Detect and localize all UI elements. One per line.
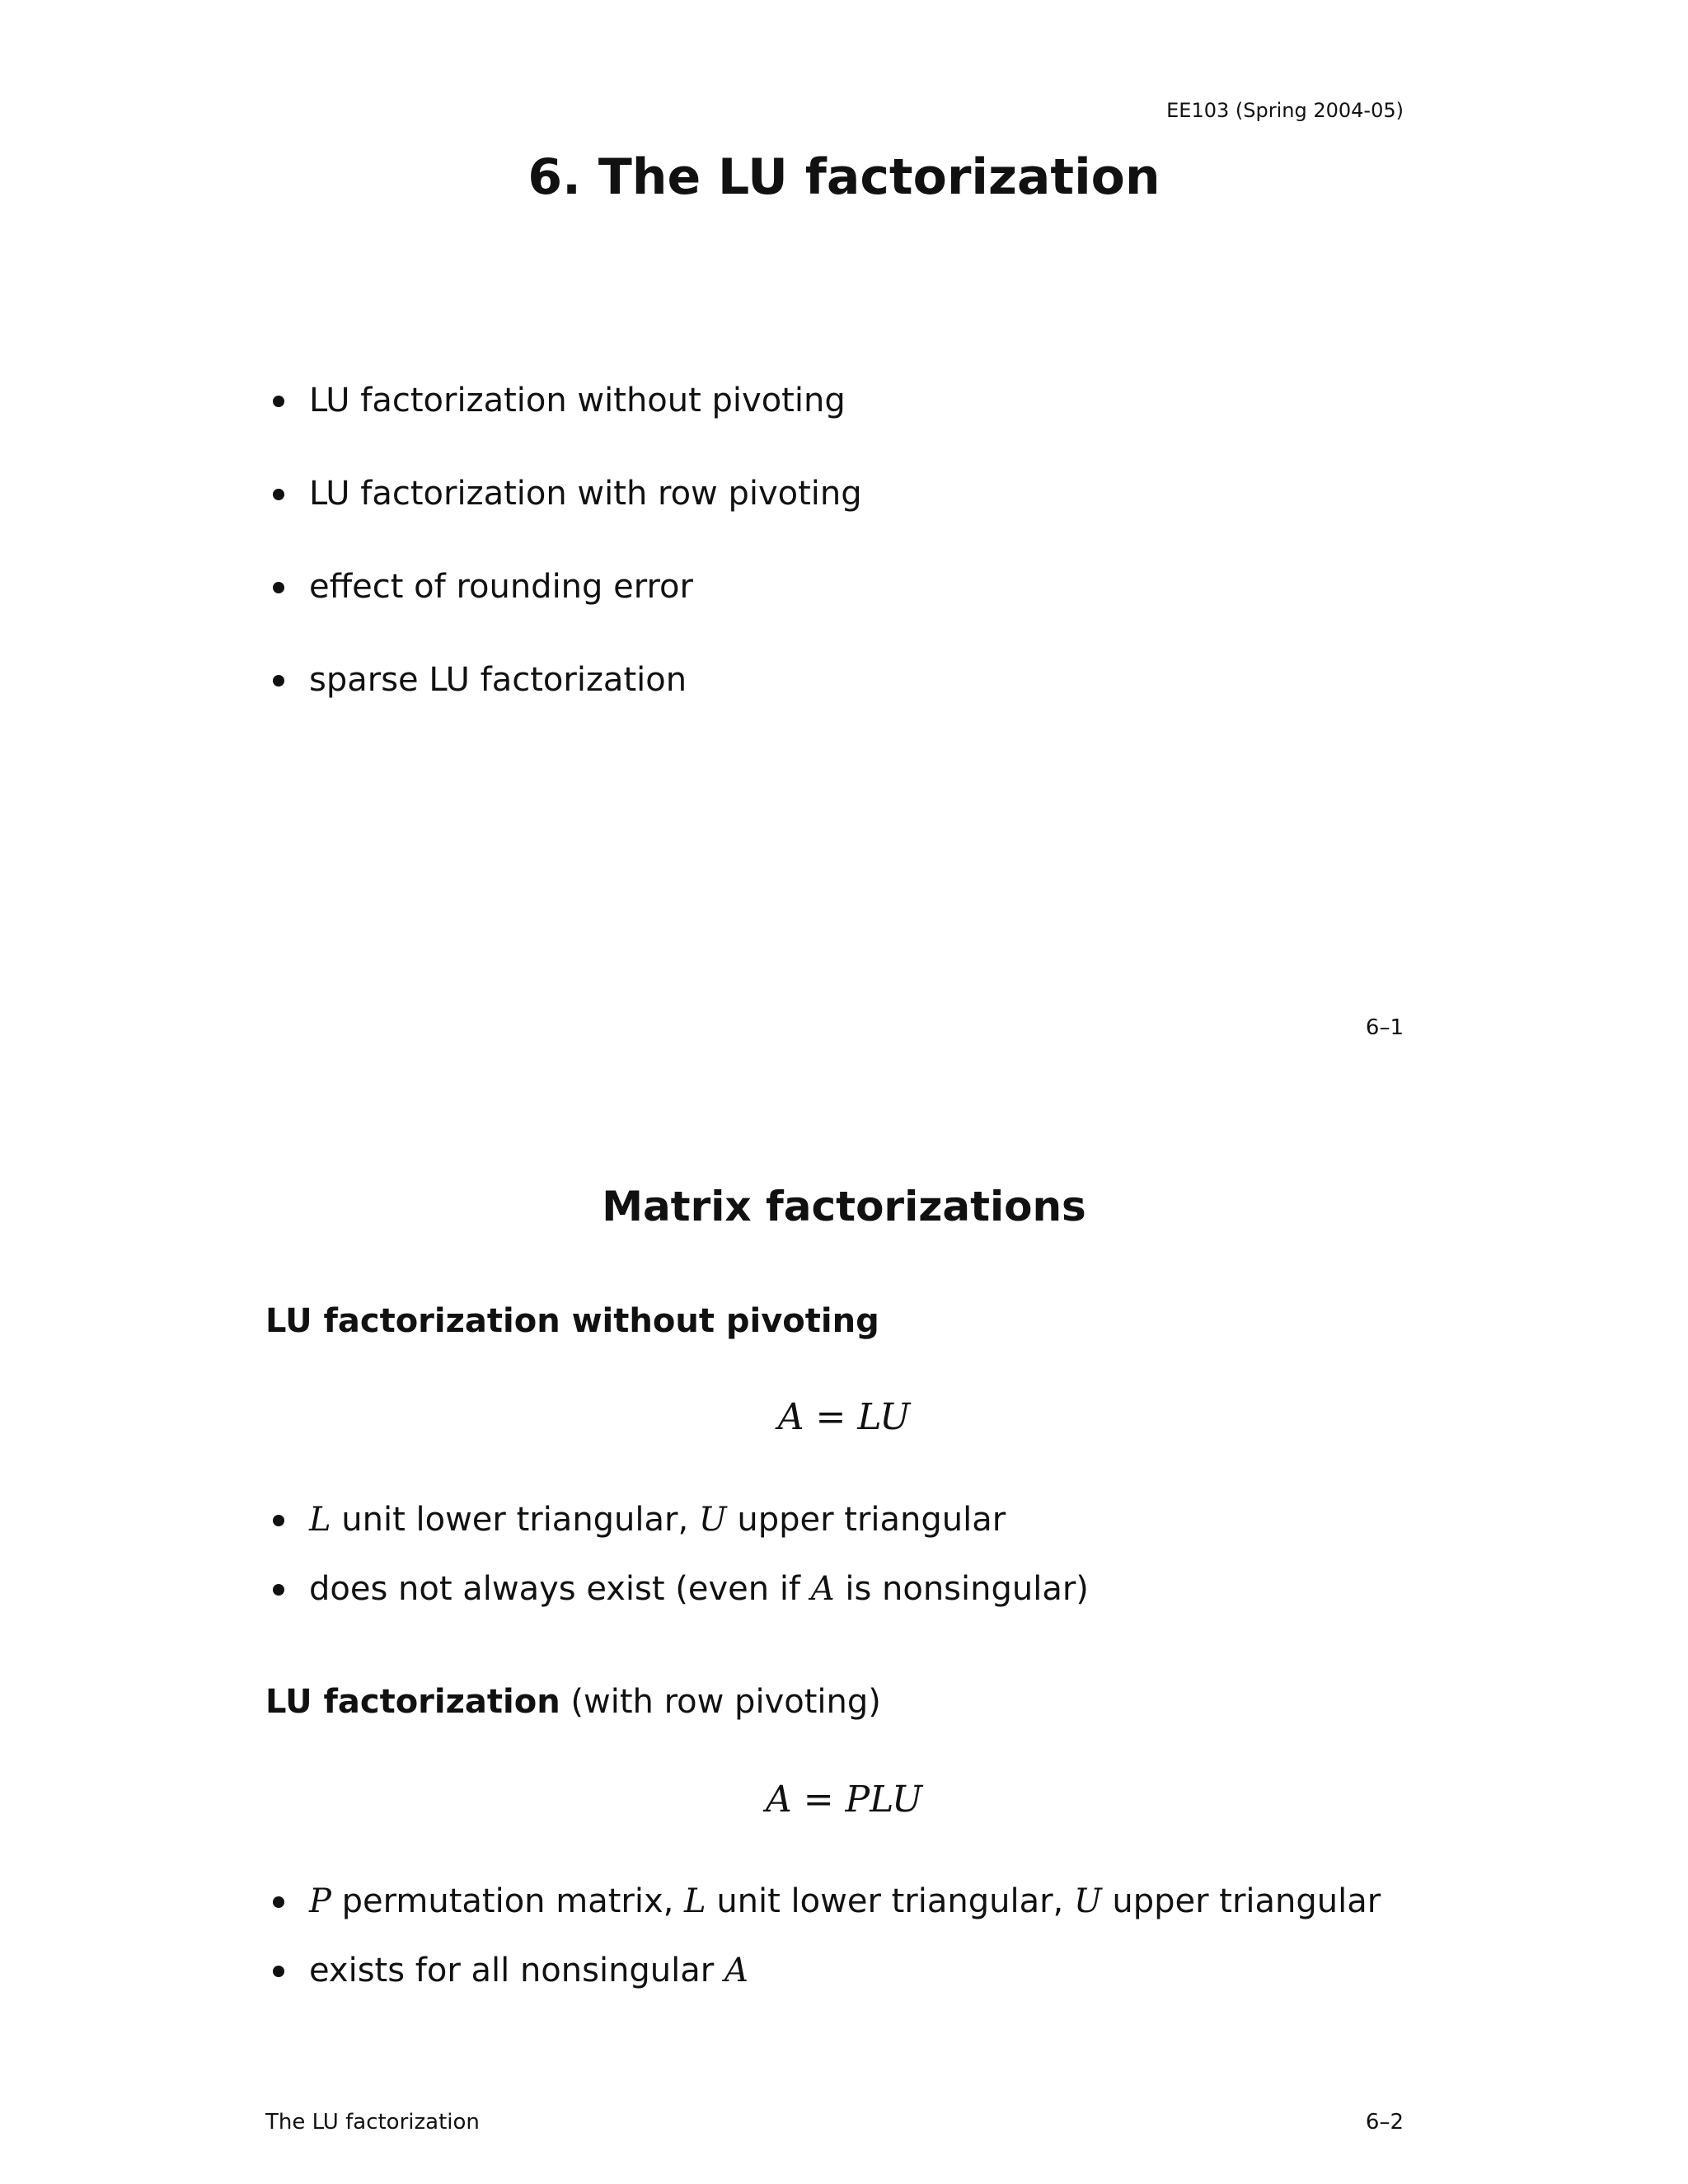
slide-title: 6. The LU factorization — [528, 148, 1160, 206]
course-header: EE103 (Spring 2004-05) — [1166, 99, 1404, 122]
bullet-icon — [273, 396, 284, 407]
list-item: L unit lower triangular, U upper triangular — [268, 1500, 1089, 1540]
property-list — [268, 1882, 1381, 2020]
equation: A = LU — [777, 1396, 911, 1438]
bullet-icon — [273, 582, 284, 593]
bullet-icon — [273, 675, 284, 687]
list-item: does not always exist (even if A is nonsingular) — [268, 1569, 1089, 1609]
section-heading: LU factorization without pivoting — [265, 1302, 879, 1340]
list-item: effect of rounding error — [268, 567, 862, 607]
page-number: 6–2 — [1365, 2110, 1404, 2135]
list-item: LU factorization with row pivoting — [268, 474, 862, 513]
slide-title: Matrix factorizations — [602, 1183, 1086, 1230]
bullet-icon — [273, 1896, 284, 1908]
section-heading: LU factorization (with row pivoting) — [265, 1683, 881, 1721]
list-item: exists for all nonsingular A — [268, 1951, 1381, 1990]
bullet-icon — [273, 1584, 284, 1596]
footer-title: The LU factorization — [265, 2110, 480, 2135]
bullet-icon — [273, 1515, 284, 1526]
list-item: sparse LU factorization — [268, 660, 862, 700]
equation: A = PLU — [765, 1779, 923, 1821]
topic-list — [268, 381, 862, 753]
list-item: LU factorization without pivoting — [268, 381, 862, 420]
bullet-icon — [273, 489, 284, 500]
bullet-icon — [273, 1966, 284, 1977]
property-list — [268, 1500, 1089, 1638]
page-number: 6–1 — [1365, 1015, 1404, 1040]
list-item: P permutation matrix, L unit lower triangular, U upper triangular — [268, 1882, 1381, 1921]
